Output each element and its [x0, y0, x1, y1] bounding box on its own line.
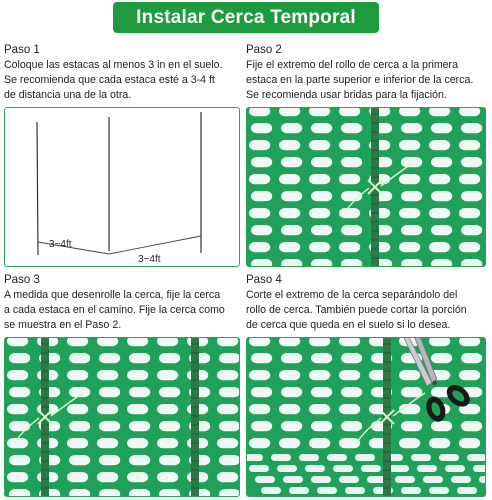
distance-label-1: 3~4ft: [49, 239, 72, 250]
step4-line1: Corte el extremo de la cerca separándolo del: [246, 289, 458, 301]
step4-title: Paso 4: [246, 274, 282, 286]
step4-line2: rollo de cerca. También puede cortar la porción: [246, 304, 467, 316]
fence-mesh: [247, 108, 486, 267]
distance-label-2: 3~4ft: [138, 254, 161, 265]
step2-illustration: [246, 107, 486, 267]
step2-text: [246, 58, 473, 103]
step3-text: [4, 288, 225, 333]
step1-line3: de distancia una de la otra.: [4, 89, 132, 101]
step4-line3: de cerca que queda en el suelo si lo desea.: [246, 319, 451, 331]
ground-line: [109, 236, 201, 254]
step3-line2: a cada estaca en el camino. Fije la cerca como: [4, 304, 225, 316]
step4-illustration: [246, 337, 486, 497]
step1-illustration: [4, 107, 240, 267]
fence-mesh: [5, 338, 240, 497]
step3-line1: A medida que desenrolle la cerca, fije la cerca: [4, 289, 221, 301]
stake-1: [37, 122, 38, 255]
step3-title: Paso 3: [4, 274, 40, 286]
step3-illustration: [4, 337, 240, 497]
step2-title: Paso 2: [246, 44, 282, 56]
step2-line2: estaca en la parte superior e inferior de la cerca.: [246, 74, 474, 86]
step1-line2: Se recomienda que cada estaca esté a 3-4 ft: [4, 74, 215, 86]
step1-title: Paso 1: [4, 44, 40, 56]
step2-line1: Fije el extremo del rollo de cerca a la primera: [246, 59, 458, 71]
fence-mesh: [247, 338, 486, 497]
page-title: Instalar Cerca Temporal: [113, 2, 379, 33]
step4-text: [246, 288, 467, 333]
step1-line1: Coloque las estacas al menos 3 in en el suelo.: [4, 59, 223, 71]
step2-line3: Se recomienda usar bridas para la fijación.: [246, 89, 447, 101]
step3-line3: se muestra en el Paso 2.: [4, 319, 122, 331]
stakes-diagram: [5, 108, 240, 267]
step1-text: [4, 58, 222, 103]
